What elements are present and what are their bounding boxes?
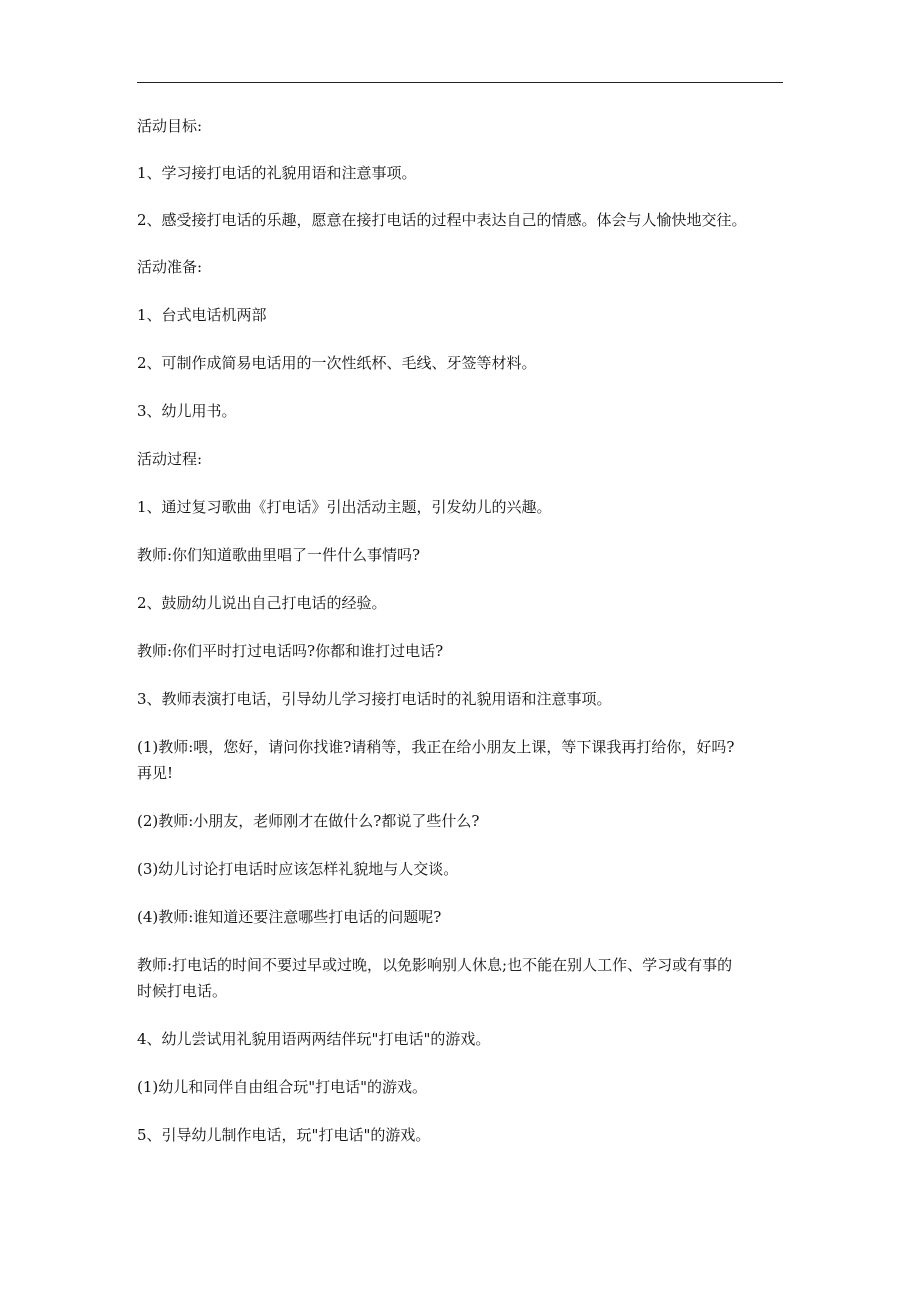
sub-step-3-4: (4)教师:谁知道还要注意哪些打电话的问题呢? xyxy=(137,908,442,926)
prep-item-2: 2、可制作成简易电话用的一次性纸杯、毛线、牙签等材料。 xyxy=(137,354,537,372)
sub-step-3-1-line-1: (1)教师:喂，您好，请问你找谁?请稍等，我正在给小朋友上课，等下课我再打给你，好吗? xyxy=(137,738,735,756)
sub-step-3-2: (2)教师:小朋友，老师刚才在做什么?都说了些什么? xyxy=(137,812,480,830)
goal-item-1: 1、学习接打电话的礼貌用语和注意事项。 xyxy=(137,164,417,182)
teacher-advice-line-1: 教师:打电话的时间不要过早或过晚，以免影响别人休息;也不能在别人工作、学习或有事的 xyxy=(137,956,733,974)
teacher-question-1: 教师:你们知道歌曲里唱了一件什么事情吗? xyxy=(137,546,421,564)
teacher-advice-line-2: 时候打电话。 xyxy=(137,982,228,1000)
sub-step-3-3: (3)幼儿讨论打电话时应该怎样礼貌地与人交谈。 xyxy=(137,860,459,878)
process-step-4: 4、幼儿尝试用礼貌用语两两结伴玩"打电话"的游戏。 xyxy=(137,1030,491,1048)
teacher-question-2: 教师:你们平时打过电话吗?你都和谁打过电话? xyxy=(137,642,444,660)
heading-activity-preparation: 活动准备: xyxy=(137,258,203,276)
process-step-2: 2、鼓励幼儿说出自己打电话的经验。 xyxy=(137,594,387,612)
sub-step-4-1: (1)幼儿和同伴自由组合玩"打电话"的游戏。 xyxy=(137,1078,428,1096)
heading-activity-process: 活动过程: xyxy=(137,450,203,468)
sub-step-3-1 xyxy=(137,734,787,786)
process-step-5: 5、引导幼儿制作电话，玩"打电话"的游戏。 xyxy=(137,1126,431,1144)
header-rule xyxy=(137,82,783,83)
teacher-advice xyxy=(137,952,787,1004)
process-step-3: 3、教师表演打电话，引导幼儿学习接打电话时的礼貌用语和注意事项。 xyxy=(137,690,612,708)
prep-item-1: 1、台式电话机两部 xyxy=(137,306,267,324)
sub-step-3-1-line-2: 再见! xyxy=(137,764,174,782)
goal-item-2: 2、感受接打电话的乐趣，愿意在接打电话的过程中表达自己的情感。体会与人愉快地交往。 xyxy=(137,211,747,229)
heading-activity-goals: 活动目标: xyxy=(137,117,203,135)
process-step-1: 1、通过复习歌曲《打电话》引出活动主题，引发幼儿的兴趣。 xyxy=(137,498,552,516)
prep-item-3: 3、幼儿用书。 xyxy=(137,402,237,420)
